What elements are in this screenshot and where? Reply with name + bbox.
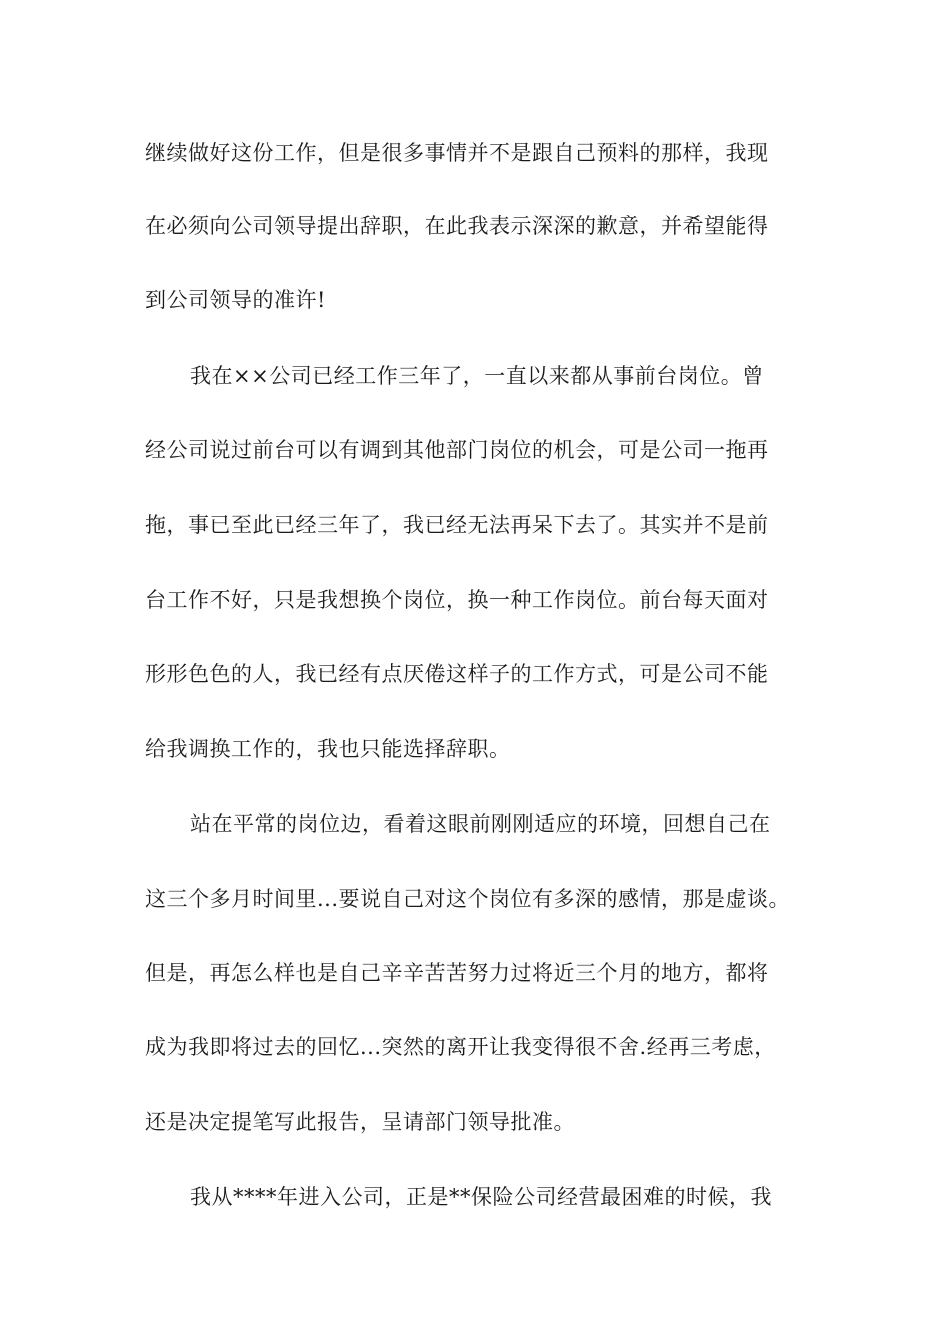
- text-line: 还是决定提笔写此报告，呈请部门领导批准。: [145, 1110, 575, 1134]
- text-line: 到公司领导的准许!: [145, 288, 326, 312]
- text-line: 这三个多月时间里...要说自己对这个岗位有多深的感情，那是虚谈。: [145, 887, 791, 911]
- text-line: 拖，事已至此已经三年了，我已经无法再呆下去了。其实并不是前: [145, 513, 769, 537]
- paragraph-start-line: 站在平常的岗位边，看着这眼前刚刚适应的环境，回想自己在: [190, 812, 771, 836]
- text-line: 继续做好这份工作，但是很多事情并不是跟自己预料的那样，我现: [145, 141, 769, 165]
- text-line: 台工作不好，只是我想换个岗位，换一种工作岗位。前台每天面对: [145, 588, 769, 612]
- paragraph-start-line: 我从****年进入公司，正是**保险公司经营最困难的时候，我: [190, 1185, 772, 1209]
- text-line: 经公司说过前台可以有调到其他部门岗位的机会，可是公司一拖再: [145, 438, 769, 462]
- text-line: 在必须向公司领导提出辞职，在此我表示深深的歉意，并希望能得: [145, 214, 769, 238]
- text-line: 形形色色的人，我已经有点厌倦这样子的工作方式，可是公司不能: [145, 662, 769, 686]
- text-line: 但是，再怎么样也是自己辛辛苦苦努力过将近三个月的地方，都将: [145, 961, 769, 985]
- text-line: 成为我即将过去的回忆...突然的离开让我变得很不舍.经再三考虑，: [145, 1035, 776, 1059]
- paragraph-start-line: 我在××公司已经工作三年了，一直以来都从事前台岗位。曾: [190, 364, 764, 388]
- text-line: 给我调换工作的，我也只能选择辞职。: [145, 737, 511, 761]
